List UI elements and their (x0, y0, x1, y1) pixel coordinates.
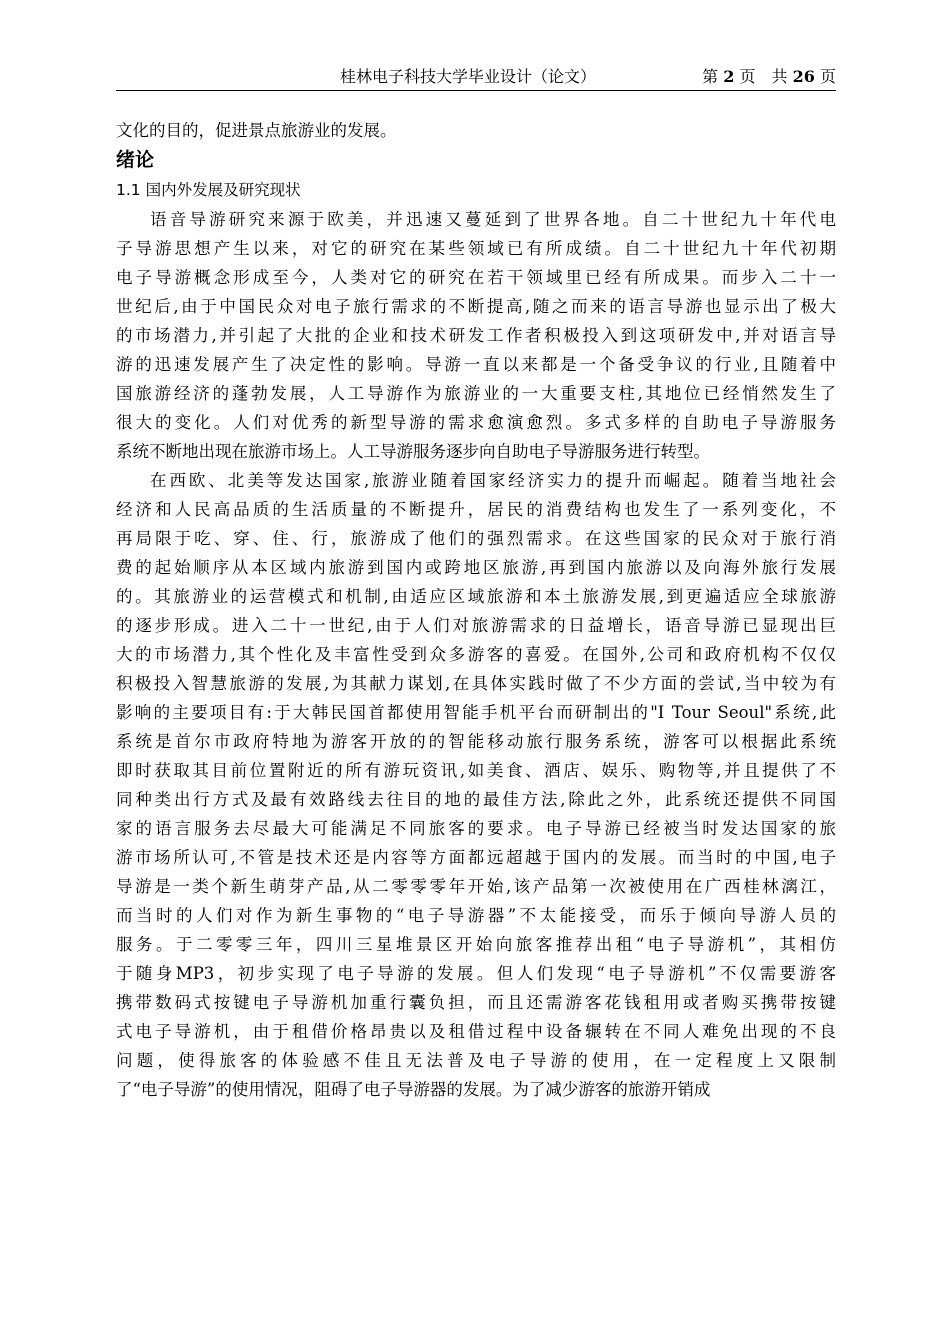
paragraph-line: 很大的变化。人们对优秀的新型导游的需求愈演愈烈。多式多样的自助电子导游服务 (116, 413, 836, 432)
body-content (116, 116, 836, 1104)
subsection-title: 1.1 国内外发展及研究现状 (116, 181, 301, 199)
paragraph-line: 影响的主要项目有:于大韩民国首都使用智能手机平台而研制出的"I Tour Seoul"系统,此 (116, 703, 836, 722)
paragraph-line: 于随身MP3，初步实现了电子导游的发展。但人们发现“电子导游机”不仅需要游客 (116, 964, 836, 983)
page-mid: 页 共 (739, 67, 788, 86)
paragraph-line: 游的迅速发展产生了决定性的影响。导游一直以来都是一个备受争议的行业,且随着中 (116, 355, 836, 374)
page-prefix: 第 (702, 67, 719, 86)
paragraph-line: 服务。于二零零三年，四川三星堆景区开始向旅客推荐出租“电子导游机”，其相仿 (116, 935, 836, 954)
page-suffix: 页 (819, 67, 836, 86)
paragraph-line: 世纪后,由于中国民众对电子旅行需求的不断提高,随之而来的语言导游也显示出了极大 (116, 297, 836, 316)
paragraph-line: 国旅游经济的蓬勃发展，人工导游作为旅游业的一大重要支柱,其地位已经悄然发生了 (116, 384, 836, 403)
paragraph-line: 经济和人民高品质的生活质量的不断提升，居民的消费结构也发生了一系列变化，不 (116, 500, 836, 519)
header-page-number (702, 64, 836, 90)
paragraph-line: 了“电子导游”的使用情况，阻碍了电子导游器的发展。为了减少游客的旅游开销成 (116, 1080, 711, 1099)
paragraph-line: 再局限于吃、穿、住、行，旅游成了他们的强烈需求。在这些国家的民众对于旅行消 (116, 529, 836, 548)
paragraph-line: 的。其旅游业的运营模式和机制,由适应区域旅游和本土旅游发展,到更遍适应全球旅游 (116, 587, 836, 606)
paragraph-line: 游市场所认可,不管是技术还是内容等方面都远超越于国内的发展。而当时的中国,电子 (116, 848, 836, 867)
paragraph (116, 466, 836, 1104)
page-header (116, 64, 836, 91)
paragraph-line: 的市场潜力,并引起了大批的企业和技术研发工作者积极投入到这项研发中,并对语言导 (116, 326, 836, 345)
paragraph-line: 电子导游概念形成至今，人类对它的研究在若干领域里已经有所成果。而步入二十一 (116, 268, 836, 287)
intro-line: 文化的目的，促进景点旅游业的发展。 (116, 121, 397, 140)
paragraph-line: 积极投入智慧旅游的发展,为其献力谋划,在具体实践时做了不少方面的尝试,当中较为有 (116, 674, 836, 693)
paragraph-line: 同种类出行方式及最有效路线去往目的地的最佳方法,除此之外，此系统还提供不同国 (116, 790, 836, 809)
page-total: 26 (792, 67, 815, 86)
paragraph-line: 而当时的人们对作为新生事物的“电子导游器”不太能接受，而乐于倾向导游人员的 (116, 906, 836, 925)
paragraph-line: 费的起始顺序从本区域内旅游到国内或跨地区旅游,再到国内旅游以及向海外旅行发展 (116, 558, 836, 577)
paragraph-line: 式电子导游机，由于租借价格昂贵以及租借过程中设备辗转在不同人难免出现的不良 (116, 1022, 836, 1041)
paragraph (116, 205, 836, 466)
paragraph-line: 导游是一类个新生萌芽产品,从二零零零年开始,该产品第一次被使用在广西桂林漓江， (116, 877, 836, 896)
paragraph-line: 系统不断地出现在旅游市场上。人工导游服务逐步向自助电子导游服务进行转型。 (116, 442, 710, 461)
paragraph-line: 问题，使得旅客的体验感不佳且无法普及电子导游的使用，在一定程度上又限制 (116, 1051, 836, 1070)
paragraph-line: 系统是首尔市政府特地为游客开放的的智能移动旅行服务系统，游客可以根据此系统 (116, 732, 836, 751)
section-title: 绪论 (116, 149, 155, 171)
paragraph-line: 大的市场潜力,其个性化及丰富性受到众多游客的喜爱。在国外,公司和政府机构不仅仅 (116, 645, 836, 664)
paragraph-line: 语音导游研究来源于欧美，并迅速又蔓延到了世界各地。自二十世纪九十年代电 (150, 210, 836, 229)
paragraph-line: 即时获取其目前位置附近的所有游玩资讯,如美食、酒店、娱乐、购物等,并且提供了不 (116, 761, 836, 780)
paragraph-line: 子导游思想产生以来，对它的研究在某些领域已有所成绩。自二十世纪九十年代初期 (116, 239, 836, 258)
paragraph-line: 的逐步形成。进入二十一世纪,由于人们对旅游需求的日益增长，语音导游已显现出巨 (116, 616, 836, 635)
page-current: 2 (723, 67, 735, 86)
header-school-title: 桂林电子科技大学毕业设计（论文） (340, 67, 597, 86)
paragraph-line: 家的语言服务去尽最大可能满足不同旅客的要求。电子导游已经被当时发达国家的旅 (116, 819, 836, 838)
paragraphs (116, 205, 836, 1104)
paragraph-line: 携带数码式按键电子导游机加重行囊负担，而且还需游客花钱租用或者购买携带按键 (116, 993, 836, 1012)
paragraph-line: 在西欧、北美等发达国家,旅游业随着国家经济实力的提升而崛起。随着当地社会 (150, 471, 836, 490)
